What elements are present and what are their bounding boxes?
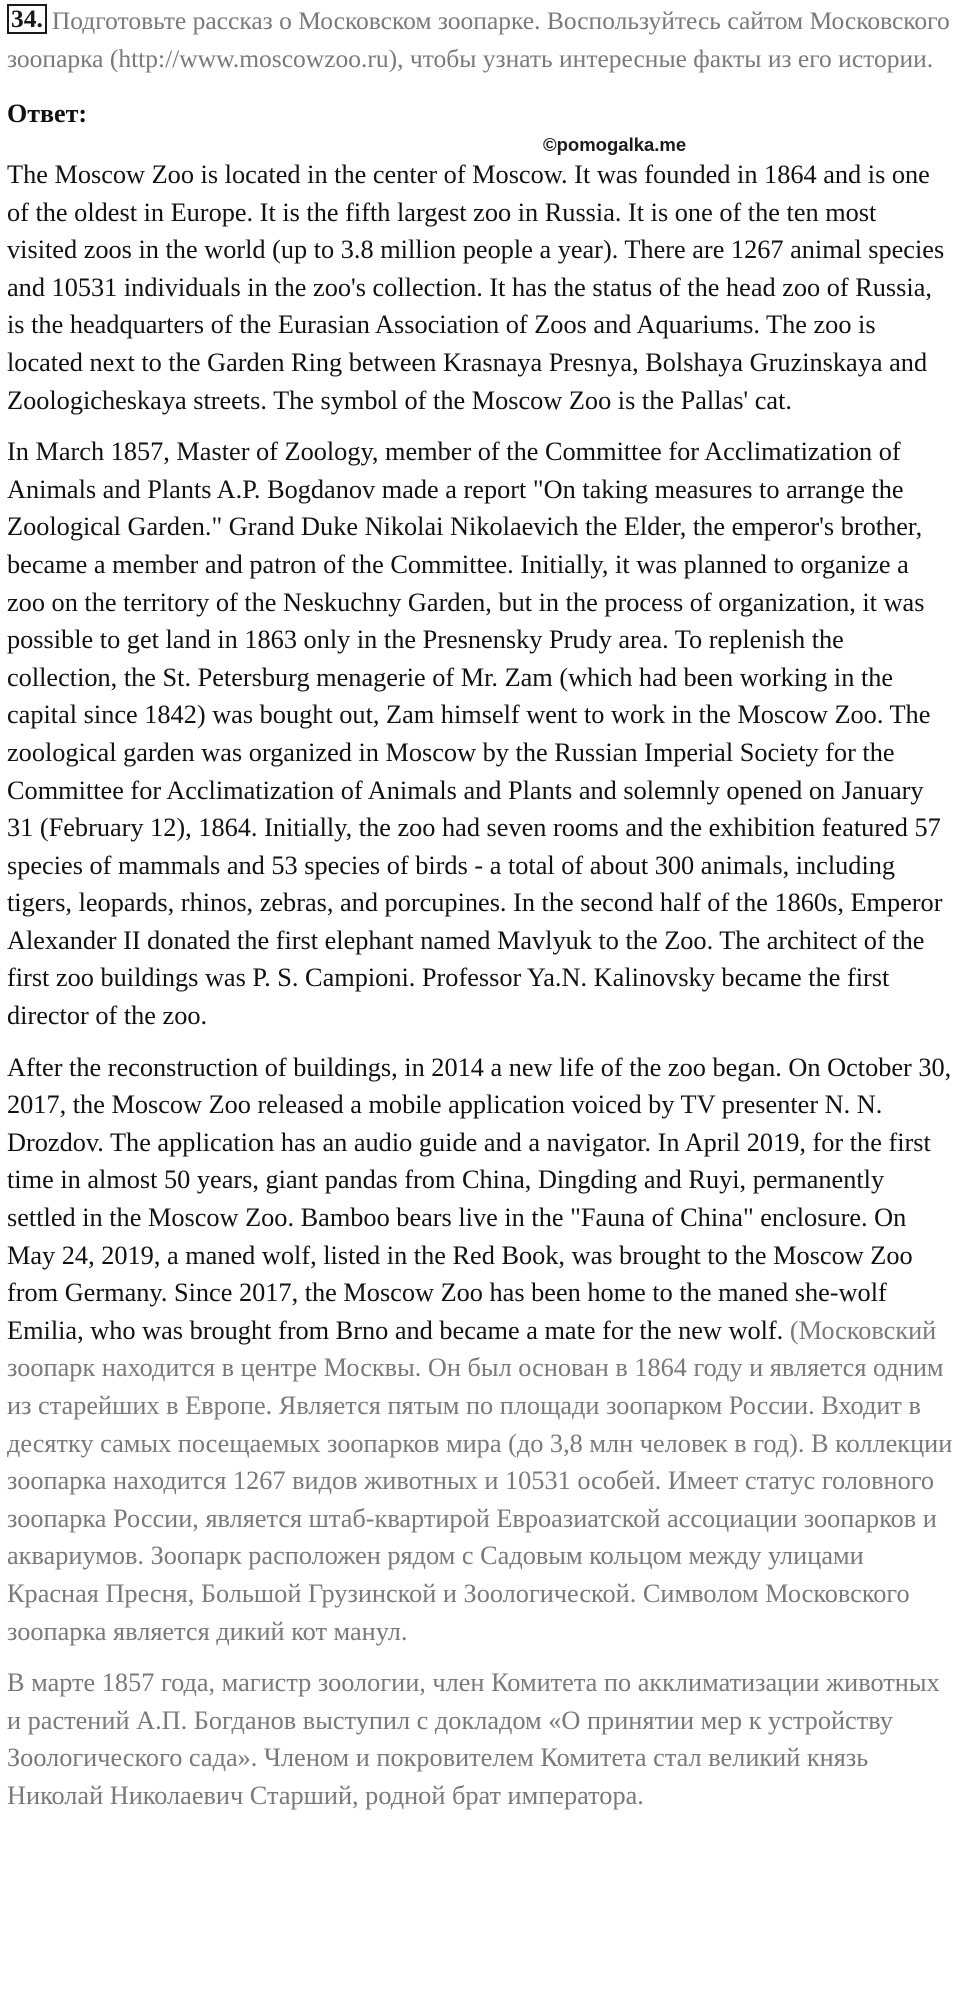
paragraph-4-russian: В марте 1857 года, магистр зоологии, член Комитета по акклиматизации животных и растений А.П. Богданов выступил с докладом «О принятии мер к устройству Зоологического сада». Членом и покровителем Комитета стал великий князь Николай Николаевич Старший, родной брат императора. <box>7 1668 940 1810</box>
task-number: 34. <box>7 4 47 34</box>
task-statement <box>7 2 953 78</box>
watermark: ©pomogalka.me <box>543 134 687 155</box>
task-text: Подготовьте рассказ о Московском зоопарке. Воспользуйтесь сайтом Московского зоопарка (http://www.moscowzoo.ru), чтобы узнать интересные факты из его истории. <box>7 6 950 73</box>
answer-label: Ответ: <box>7 99 88 128</box>
paragraph-3-russian: (Московский зоопарк находится в центре Москвы. Он был основан в 1864 году и является одним из старейших в Европе. Является пятым по площади зоопарком России. Входит в десятку самых посещаемых зоопарков мира (до 3,8 млн человек в год). В коллекции зоопарка находится 1267 видов животных и 10531 особей. Имеет статус головного зоопарка России, является штаб-квартирой Евроазиатской ассоциации зоопарков и аквариумов. Зоопарк расположен рядом с Садовым кольцом между улицами Красная Пресня, Большой Грузинской и Зоологической. Символом Московского зоопарка является дикий кот манул. <box>7 1315 953 1646</box>
paragraph-3 <box>7 1049 953 1651</box>
paragraph-2: In March 1857, Master of Zoology, member of the Committee for Acclimatization of Animals and Plants A.P. Bogdanov made a report "On taking measures to arrange the Zoological Garden." Grand Duke Nikolai Nikolaevich the Elder, the emperor's brother, became a member and patron of the Committee. Initially, it was planned to organize a zoo on the territory of the Neskuchny Garden, but in the process of organization, it was possible to get land in 1863 only in the Presnensky Prudy area. To replenish the collection, the St. Petersburg menagerie of Mr. Zam (which had been working in the capital since 1842) was bought out, Zam himself went to work in the Moscow Zoo. The zoological garden was organized in Moscow by the Russian Imperial Society for the Committee for Acclimatization of Animals and Plants and solemnly opened on January 31 (February 12), 1864. Initially, the zoo had seven rooms and the exhibition featured 57 species of mammals and 53 species of birds - a total of about 300 animals, including tigers, leopards, rhinos, zebras, and porcupines. In the second half of the 1860s, Emperor Alexander II donated the first elephant named Mavlyuk to the Zoo. The architect of the first zoo buildings was P. S. Campioni. Professor Ya.N. Kalinovsky became the first director of the zoo. <box>7 437 943 1031</box>
paragraph-3-english: After the reconstruction of buildings, in 2014 a new life of the zoo began. On October 30, 2017, the Moscow Zoo released a mobile application voiced by TV presenter N. N. Drozdov. The application has an audio guide and a navigator. In April 2019, for the first time in almost 50 years, giant pandas from China, Dingding and Ruyi, permanently settled in the Moscow Zoo. Bamboo bears live in the "Fauna of China" enclosure. On May 24, 2019, a maned wolf, listed in the Red Book, was brought to the Moscow Zoo from Germany. Since 2017, the Moscow Zoo has been home to the maned she-wolf Emilia, who was brought from Brno and became a mate for the new wolf. <box>7 1052 952 1345</box>
paragraph-1: The Moscow Zoo is located in the center of Moscow. It was founded in 1864 and is one of the oldest in Europe. It is the fifth largest zoo in Russia. It is one of the ten most visited zoos in the world (up to 3.8 million people a year). There are 1267 animal species and 10531 individuals in the zoo's collection. It has the status of the head zoo of Russia, is the headquarters of the Eurasian Association of Zoos and Aquariums. The zoo is located next to the Garden Ring between Krasnaya Presnya, Bolshaya Gruzinskaya and Zoologicheskaya streets. The symbol of the Moscow Zoo is the Pallas' cat. <box>7 160 945 415</box>
document-page <box>7 2 953 1829</box>
